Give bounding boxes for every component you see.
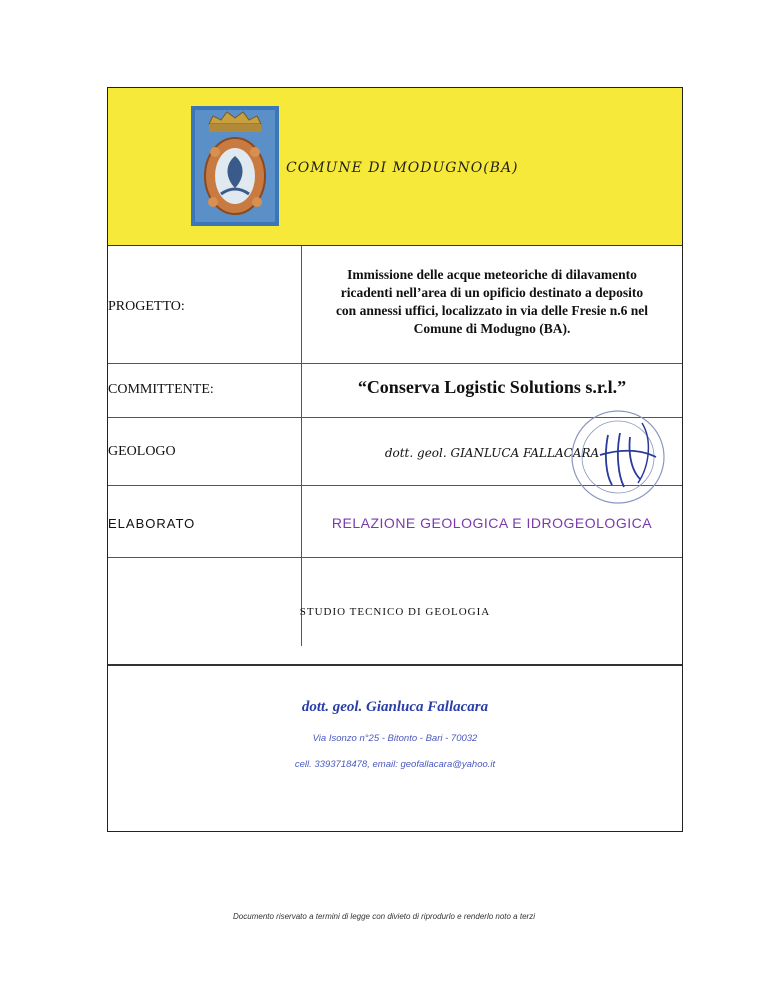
footer-note: Documento riservato a termini di legge con divieto di riprodurlo e renderlo noto a terzi [233, 912, 535, 921]
author-section [108, 664, 682, 833]
author-contact: cell. 3393718478, email: geofallacara@yahoo.it [294, 759, 496, 770]
progetto-line: con annessi uffici, localizzato in via delle Fresie n.6 nel [335, 303, 649, 318]
header-banner [108, 88, 682, 246]
geologo-value: dott. geol. GIANLUCA FALLACARA [384, 446, 600, 460]
committente-label: COMMITTENTE: [108, 382, 214, 397]
progetto-value [302, 266, 682, 338]
progetto-line: Immissione delle acque meteoriche di dilavamento [347, 267, 637, 282]
author-name: dott. geol. Gianluca Fallacara [301, 699, 489, 715]
geologo-label: GEOLOGO [108, 444, 176, 459]
coat-of-arms-icon [191, 106, 279, 226]
comune-title: COMUNE DI MODUGNO(BA) [286, 160, 519, 176]
progetto-line: ricadenti nell’area di un opificio destinato a deposito [340, 285, 644, 300]
geologist-stamp-icon [560, 405, 690, 515]
elaborato-value: RELAZIONE GEOLOGICA E IDROGEOLOGICA [331, 515, 653, 531]
row-progetto [108, 246, 682, 364]
elaborato-label: ELABORATO [108, 516, 196, 531]
author-address: Via Isonzo n°25 - Bitonto - Bari - 70032 [312, 733, 478, 744]
committente-value: “Conserva Logistic Solutions s.r.l.” [357, 377, 627, 397]
studio-heading: STUDIO TECNICO DI GEOLOGIA [299, 606, 491, 618]
progetto-line: Comune di Modugno (BA). [413, 321, 571, 336]
progetto-label: PROGETTO: [108, 299, 185, 314]
